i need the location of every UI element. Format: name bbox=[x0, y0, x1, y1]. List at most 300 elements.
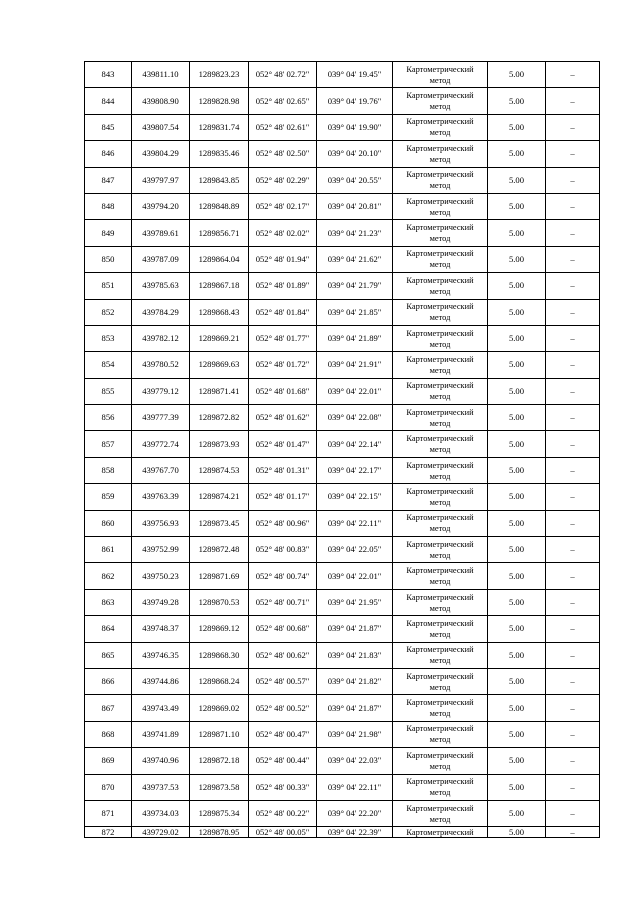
point-number-cell: 872 bbox=[85, 827, 132, 838]
x-coordinate-cell: 439763.39 bbox=[132, 484, 190, 510]
method-line-1: Картометрический bbox=[406, 750, 474, 760]
table-row bbox=[85, 193, 600, 219]
longitude-cell: 039° 04' 21.98" bbox=[317, 721, 393, 747]
accuracy-cell: 5.00 bbox=[488, 827, 546, 838]
method-line-1: Картометрический bbox=[406, 645, 474, 655]
method-cell bbox=[393, 695, 488, 721]
method-line-1: Картометрический bbox=[406, 249, 474, 259]
table-row bbox=[85, 167, 600, 193]
latitude-cell: 052° 48' 00.22" bbox=[249, 800, 317, 826]
point-number-cell: 843 bbox=[85, 62, 132, 88]
method-line-1: Картометрический bbox=[406, 91, 474, 101]
table-row bbox=[85, 537, 600, 563]
y-coordinate-cell: 1289848.89 bbox=[190, 193, 249, 219]
latitude-cell: 052° 48' 01.31" bbox=[249, 457, 317, 483]
method-line-1: Картометрический bbox=[406, 117, 474, 127]
accuracy-cell: 5.00 bbox=[488, 431, 546, 457]
method-line-1: Картометрический bbox=[406, 618, 474, 628]
accuracy-cell: 5.00 bbox=[488, 88, 546, 114]
y-coordinate-cell: 1289872.18 bbox=[190, 748, 249, 774]
x-coordinate-cell: 439767.70 bbox=[132, 457, 190, 483]
accuracy-cell: 5.00 bbox=[488, 721, 546, 747]
description-cell: – bbox=[546, 325, 600, 351]
latitude-cell: 052° 48' 00.57" bbox=[249, 668, 317, 694]
table-row bbox=[85, 246, 600, 272]
point-number-cell: 853 bbox=[85, 325, 132, 351]
accuracy-cell: 5.00 bbox=[488, 668, 546, 694]
x-coordinate-cell: 439777.39 bbox=[132, 405, 190, 431]
point-number-cell: 852 bbox=[85, 299, 132, 325]
longitude-cell: 039° 04' 19.90" bbox=[317, 114, 393, 140]
x-coordinate-cell: 439780.52 bbox=[132, 352, 190, 378]
x-coordinate-cell: 439785.63 bbox=[132, 273, 190, 299]
method-cell bbox=[393, 616, 488, 642]
longitude-cell: 039° 04' 20.55" bbox=[317, 167, 393, 193]
method-cell bbox=[393, 378, 488, 404]
y-coordinate-cell: 1289869.63 bbox=[190, 352, 249, 378]
point-number-cell: 857 bbox=[85, 431, 132, 457]
y-coordinate-cell: 1289831.74 bbox=[190, 114, 249, 140]
latitude-cell: 052° 48' 01.77" bbox=[249, 325, 317, 351]
description-cell: – bbox=[546, 748, 600, 774]
y-coordinate-cell: 1289869.21 bbox=[190, 325, 249, 351]
method-line-1: Картометрический bbox=[406, 354, 474, 364]
x-coordinate-cell: 439746.35 bbox=[132, 642, 190, 668]
longitude-cell: 039° 04' 21.85" bbox=[317, 299, 393, 325]
method-line-1: Картометрический bbox=[406, 64, 474, 74]
description-cell: – bbox=[546, 273, 600, 299]
method-line-1: Картометрический bbox=[406, 302, 474, 312]
latitude-cell: 052° 48' 00.96" bbox=[249, 510, 317, 536]
method-cell bbox=[393, 484, 488, 510]
point-number-cell: 870 bbox=[85, 774, 132, 800]
description-cell: – bbox=[546, 299, 600, 325]
point-number-cell: 859 bbox=[85, 484, 132, 510]
description-cell: – bbox=[546, 62, 600, 88]
description-cell: – bbox=[546, 141, 600, 167]
y-coordinate-cell: 1289873.58 bbox=[190, 774, 249, 800]
description-cell: – bbox=[546, 220, 600, 246]
method-cell bbox=[393, 589, 488, 615]
table-row bbox=[85, 668, 600, 694]
point-number-cell: 854 bbox=[85, 352, 132, 378]
x-coordinate-cell: 439782.12 bbox=[132, 325, 190, 351]
point-number-cell: 847 bbox=[85, 167, 132, 193]
longitude-cell: 039° 04' 22.11" bbox=[317, 774, 393, 800]
accuracy-cell: 5.00 bbox=[488, 563, 546, 589]
y-coordinate-cell: 1289878.95 bbox=[190, 827, 249, 838]
method-cell bbox=[393, 800, 488, 826]
latitude-cell: 052° 48' 02.61" bbox=[249, 114, 317, 140]
method-line-2: метод bbox=[429, 814, 451, 824]
method-cell bbox=[393, 721, 488, 747]
y-coordinate-cell: 1289868.30 bbox=[190, 642, 249, 668]
point-number-cell: 858 bbox=[85, 457, 132, 483]
point-number-cell: 871 bbox=[85, 800, 132, 826]
description-cell: – bbox=[546, 246, 600, 272]
x-coordinate-cell: 439807.54 bbox=[132, 114, 190, 140]
point-number-cell: 862 bbox=[85, 563, 132, 589]
method-line-1: Картометрический bbox=[406, 486, 474, 496]
point-number-cell: 863 bbox=[85, 589, 132, 615]
method-line-1: Картометрический bbox=[406, 803, 474, 813]
point-number-cell: 850 bbox=[85, 246, 132, 272]
description-cell: – bbox=[546, 774, 600, 800]
accuracy-cell: 5.00 bbox=[488, 695, 546, 721]
method-line-1: Картометрический bbox=[406, 143, 474, 153]
table-row bbox=[85, 721, 600, 747]
longitude-cell: 039° 04' 21.62" bbox=[317, 246, 393, 272]
method-line-1: Картометрический bbox=[406, 170, 474, 180]
method-cell bbox=[393, 299, 488, 325]
latitude-cell: 052° 48' 00.62" bbox=[249, 642, 317, 668]
accuracy-cell: 5.00 bbox=[488, 299, 546, 325]
longitude-cell: 039° 04' 22.01" bbox=[317, 378, 393, 404]
method-line-1: Картометрический bbox=[406, 566, 474, 576]
method-line-1: Картометрический bbox=[406, 407, 474, 417]
method-line-2: метод bbox=[429, 497, 451, 507]
method-cell bbox=[393, 62, 488, 88]
x-coordinate-cell: 439794.20 bbox=[132, 193, 190, 219]
method-line-2: метод bbox=[429, 234, 451, 244]
point-number-cell: 846 bbox=[85, 141, 132, 167]
x-coordinate-cell: 439749.28 bbox=[132, 589, 190, 615]
method-line-1: Картометрический bbox=[406, 827, 474, 837]
table-row bbox=[85, 484, 600, 510]
table-row bbox=[85, 273, 600, 299]
method-cell bbox=[393, 774, 488, 800]
y-coordinate-cell: 1289828.98 bbox=[190, 88, 249, 114]
latitude-cell: 052° 48' 01.62" bbox=[249, 405, 317, 431]
longitude-cell: 039° 04' 19.76" bbox=[317, 88, 393, 114]
description-cell: – bbox=[546, 827, 600, 838]
accuracy-cell: 5.00 bbox=[488, 273, 546, 299]
method-line-2: метод bbox=[429, 339, 451, 349]
longitude-cell: 039° 04' 22.39" bbox=[317, 827, 393, 838]
accuracy-cell: 5.00 bbox=[488, 537, 546, 563]
method-cell bbox=[393, 563, 488, 589]
point-number-cell: 869 bbox=[85, 748, 132, 774]
longitude-cell: 039° 04' 21.83" bbox=[317, 642, 393, 668]
point-number-cell: 864 bbox=[85, 616, 132, 642]
description-cell: – bbox=[546, 668, 600, 694]
description-cell: – bbox=[546, 563, 600, 589]
latitude-cell: 052° 48' 01.94" bbox=[249, 246, 317, 272]
x-coordinate-cell: 439756.93 bbox=[132, 510, 190, 536]
x-coordinate-cell: 439734.03 bbox=[132, 800, 190, 826]
table-row bbox=[85, 141, 600, 167]
x-coordinate-cell: 439804.29 bbox=[132, 141, 190, 167]
y-coordinate-cell: 1289867.18 bbox=[190, 273, 249, 299]
y-coordinate-cell: 1289873.93 bbox=[190, 431, 249, 457]
method-line-1: Картометрический bbox=[406, 671, 474, 681]
latitude-cell: 052° 48' 02.02" bbox=[249, 220, 317, 246]
longitude-cell: 039° 04' 22.14" bbox=[317, 431, 393, 457]
y-coordinate-cell: 1289871.69 bbox=[190, 563, 249, 589]
point-number-cell: 861 bbox=[85, 537, 132, 563]
method-cell bbox=[393, 325, 488, 351]
y-coordinate-cell: 1289871.41 bbox=[190, 378, 249, 404]
method-line-2: метод bbox=[429, 392, 451, 402]
description-cell: – bbox=[546, 510, 600, 536]
accuracy-cell: 5.00 bbox=[488, 405, 546, 431]
method-line-2: метод bbox=[429, 524, 451, 534]
method-line-2: метод bbox=[429, 313, 451, 323]
longitude-cell: 039° 04' 21.79" bbox=[317, 273, 393, 299]
x-coordinate-cell: 439808.90 bbox=[132, 88, 190, 114]
point-number-cell: 867 bbox=[85, 695, 132, 721]
method-cell bbox=[393, 537, 488, 563]
accuracy-cell: 5.00 bbox=[488, 193, 546, 219]
table-row bbox=[85, 352, 600, 378]
longitude-cell: 039° 04' 20.81" bbox=[317, 193, 393, 219]
longitude-cell: 039° 04' 22.03" bbox=[317, 748, 393, 774]
point-number-cell: 866 bbox=[85, 668, 132, 694]
accuracy-cell: 5.00 bbox=[488, 589, 546, 615]
latitude-cell: 052° 48' 00.44" bbox=[249, 748, 317, 774]
table-row bbox=[85, 589, 600, 615]
latitude-cell: 052° 48' 02.72" bbox=[249, 62, 317, 88]
accuracy-cell: 5.00 bbox=[488, 352, 546, 378]
latitude-cell: 052° 48' 00.05" bbox=[249, 827, 317, 838]
method-line-1: Картометрический bbox=[406, 328, 474, 338]
table-row bbox=[85, 827, 600, 838]
x-coordinate-cell: 439748.37 bbox=[132, 616, 190, 642]
x-coordinate-cell: 439787.09 bbox=[132, 246, 190, 272]
latitude-cell: 052° 48' 00.74" bbox=[249, 563, 317, 589]
method-line-2: метод bbox=[429, 102, 451, 112]
table-row bbox=[85, 220, 600, 246]
method-cell bbox=[393, 273, 488, 299]
accuracy-cell: 5.00 bbox=[488, 616, 546, 642]
longitude-cell: 039° 04' 20.10" bbox=[317, 141, 393, 167]
method-line-1: Картометрический bbox=[406, 381, 474, 391]
table-row bbox=[85, 431, 600, 457]
x-coordinate-cell: 439744.86 bbox=[132, 668, 190, 694]
longitude-cell: 039° 04' 19.45" bbox=[317, 62, 393, 88]
accuracy-cell: 5.00 bbox=[488, 114, 546, 140]
latitude-cell: 052° 48' 01.89" bbox=[249, 273, 317, 299]
method-line-1: Картометрический bbox=[406, 434, 474, 444]
y-coordinate-cell: 1289870.53 bbox=[190, 589, 249, 615]
accuracy-cell: 5.00 bbox=[488, 774, 546, 800]
method-line-2: метод bbox=[429, 761, 451, 771]
method-line-2: метод bbox=[429, 181, 451, 191]
accuracy-cell: 5.00 bbox=[488, 62, 546, 88]
latitude-cell: 052° 48' 01.72" bbox=[249, 352, 317, 378]
method-line-2: метод bbox=[429, 682, 451, 692]
y-coordinate-cell: 1289835.46 bbox=[190, 141, 249, 167]
longitude-cell: 039° 04' 21.91" bbox=[317, 352, 393, 378]
accuracy-cell: 5.00 bbox=[488, 167, 546, 193]
table-row bbox=[85, 642, 600, 668]
longitude-cell: 039° 04' 22.20" bbox=[317, 800, 393, 826]
description-cell: – bbox=[546, 721, 600, 747]
longitude-cell: 039° 04' 21.87" bbox=[317, 616, 393, 642]
latitude-cell: 052° 48' 02.50" bbox=[249, 141, 317, 167]
longitude-cell: 039° 04' 21.23" bbox=[317, 220, 393, 246]
longitude-cell: 039° 04' 21.89" bbox=[317, 325, 393, 351]
y-coordinate-cell: 1289874.53 bbox=[190, 457, 249, 483]
x-coordinate-cell: 439784.29 bbox=[132, 299, 190, 325]
table-row bbox=[85, 405, 600, 431]
y-coordinate-cell: 1289856.71 bbox=[190, 220, 249, 246]
latitude-cell: 052° 48' 00.52" bbox=[249, 695, 317, 721]
coordinates-table bbox=[84, 61, 600, 838]
longitude-cell: 039° 04' 22.17" bbox=[317, 457, 393, 483]
method-cell bbox=[393, 352, 488, 378]
description-cell: – bbox=[546, 457, 600, 483]
point-number-cell: 868 bbox=[85, 721, 132, 747]
method-line-2: метод bbox=[429, 735, 451, 745]
method-cell bbox=[393, 141, 488, 167]
description-cell: – bbox=[546, 695, 600, 721]
accuracy-cell: 5.00 bbox=[488, 246, 546, 272]
x-coordinate-cell: 439741.89 bbox=[132, 721, 190, 747]
x-coordinate-cell: 439779.12 bbox=[132, 378, 190, 404]
accuracy-cell: 5.00 bbox=[488, 378, 546, 404]
point-number-cell: 845 bbox=[85, 114, 132, 140]
latitude-cell: 052° 48' 00.47" bbox=[249, 721, 317, 747]
table-row bbox=[85, 510, 600, 536]
point-number-cell: 860 bbox=[85, 510, 132, 536]
method-line-2: метод bbox=[429, 365, 451, 375]
method-cell bbox=[393, 748, 488, 774]
point-number-cell: 855 bbox=[85, 378, 132, 404]
accuracy-cell: 5.00 bbox=[488, 220, 546, 246]
description-cell: – bbox=[546, 193, 600, 219]
description-cell: – bbox=[546, 167, 600, 193]
table-body bbox=[85, 62, 600, 838]
latitude-cell: 052° 48' 01.68" bbox=[249, 378, 317, 404]
method-line-2: метод bbox=[429, 577, 451, 587]
table-row bbox=[85, 695, 600, 721]
method-cell bbox=[393, 668, 488, 694]
longitude-cell: 039° 04' 21.82" bbox=[317, 668, 393, 694]
longitude-cell: 039° 04' 22.11" bbox=[317, 510, 393, 536]
y-coordinate-cell: 1289873.45 bbox=[190, 510, 249, 536]
accuracy-cell: 5.00 bbox=[488, 748, 546, 774]
method-line-2: метод bbox=[429, 207, 451, 217]
method-line-1: Картометрический bbox=[406, 777, 474, 787]
method-line-1: Картометрический bbox=[406, 460, 474, 470]
method-line-2: метод bbox=[429, 128, 451, 138]
y-coordinate-cell: 1289868.24 bbox=[190, 668, 249, 694]
accuracy-cell: 5.00 bbox=[488, 484, 546, 510]
method-cell bbox=[393, 114, 488, 140]
x-coordinate-cell: 439752.99 bbox=[132, 537, 190, 563]
latitude-cell: 052° 48' 02.65" bbox=[249, 88, 317, 114]
method-line-2: метод bbox=[429, 260, 451, 270]
latitude-cell: 052° 48' 01.84" bbox=[249, 299, 317, 325]
accuracy-cell: 5.00 bbox=[488, 510, 546, 536]
method-line-2: метод bbox=[429, 418, 451, 428]
method-cell bbox=[393, 193, 488, 219]
longitude-cell: 039° 04' 22.15" bbox=[317, 484, 393, 510]
method-line-1: Картометрический bbox=[406, 513, 474, 523]
method-line-1: Картометрический bbox=[406, 223, 474, 233]
method-cell bbox=[393, 246, 488, 272]
longitude-cell: 039° 04' 21.95" bbox=[317, 589, 393, 615]
method-line-2: метод bbox=[429, 709, 451, 719]
point-number-cell: 856 bbox=[85, 405, 132, 431]
table-row bbox=[85, 774, 600, 800]
accuracy-cell: 5.00 bbox=[488, 642, 546, 668]
method-line-2: метод bbox=[429, 154, 451, 164]
method-cell bbox=[393, 827, 488, 838]
accuracy-cell: 5.00 bbox=[488, 325, 546, 351]
point-number-cell: 848 bbox=[85, 193, 132, 219]
description-cell: – bbox=[546, 800, 600, 826]
y-coordinate-cell: 1289864.04 bbox=[190, 246, 249, 272]
table-row bbox=[85, 563, 600, 589]
accuracy-cell: 5.00 bbox=[488, 141, 546, 167]
method-cell bbox=[393, 405, 488, 431]
method-line-1: Картометрический bbox=[406, 724, 474, 734]
x-coordinate-cell: 439740.96 bbox=[132, 748, 190, 774]
latitude-cell: 052° 48' 01.47" bbox=[249, 431, 317, 457]
longitude-cell: 039° 04' 22.05" bbox=[317, 537, 393, 563]
x-coordinate-cell: 439811.10 bbox=[132, 62, 190, 88]
method-cell bbox=[393, 88, 488, 114]
description-cell: – bbox=[546, 589, 600, 615]
method-line-2: метод bbox=[429, 471, 451, 481]
description-cell: – bbox=[546, 352, 600, 378]
method-cell bbox=[393, 431, 488, 457]
x-coordinate-cell: 439789.61 bbox=[132, 220, 190, 246]
y-coordinate-cell: 1289869.02 bbox=[190, 695, 249, 721]
latitude-cell: 052° 48' 02.29" bbox=[249, 167, 317, 193]
y-coordinate-cell: 1289869.12 bbox=[190, 616, 249, 642]
description-cell: – bbox=[546, 88, 600, 114]
table-row bbox=[85, 114, 600, 140]
table-row bbox=[85, 616, 600, 642]
y-coordinate-cell: 1289875.34 bbox=[190, 800, 249, 826]
y-coordinate-cell: 1289872.82 bbox=[190, 405, 249, 431]
method-line-2: метод bbox=[429, 629, 451, 639]
method-line-1: Картометрический bbox=[406, 275, 474, 285]
latitude-cell: 052° 48' 00.33" bbox=[249, 774, 317, 800]
longitude-cell: 039° 04' 21.87" bbox=[317, 695, 393, 721]
method-cell bbox=[393, 220, 488, 246]
table-row bbox=[85, 748, 600, 774]
x-coordinate-cell: 439743.49 bbox=[132, 695, 190, 721]
y-coordinate-cell: 1289823.23 bbox=[190, 62, 249, 88]
description-cell: – bbox=[546, 114, 600, 140]
method-cell bbox=[393, 167, 488, 193]
method-line-1: Картометрический bbox=[406, 592, 474, 602]
x-coordinate-cell: 439772.74 bbox=[132, 431, 190, 457]
description-cell: – bbox=[546, 405, 600, 431]
description-cell: – bbox=[546, 616, 600, 642]
longitude-cell: 039° 04' 22.01" bbox=[317, 563, 393, 589]
y-coordinate-cell: 1289871.10 bbox=[190, 721, 249, 747]
x-coordinate-cell: 439797.97 bbox=[132, 167, 190, 193]
point-number-cell: 851 bbox=[85, 273, 132, 299]
y-coordinate-cell: 1289874.21 bbox=[190, 484, 249, 510]
point-number-cell: 849 bbox=[85, 220, 132, 246]
accuracy-cell: 5.00 bbox=[488, 457, 546, 483]
x-coordinate-cell: 439750.23 bbox=[132, 563, 190, 589]
longitude-cell: 039° 04' 22.08" bbox=[317, 405, 393, 431]
method-line-2: метод bbox=[429, 788, 451, 798]
method-cell bbox=[393, 510, 488, 536]
description-cell: – bbox=[546, 537, 600, 563]
table-row bbox=[85, 800, 600, 826]
latitude-cell: 052° 48' 02.17" bbox=[249, 193, 317, 219]
description-cell: – bbox=[546, 378, 600, 404]
point-number-cell: 844 bbox=[85, 88, 132, 114]
